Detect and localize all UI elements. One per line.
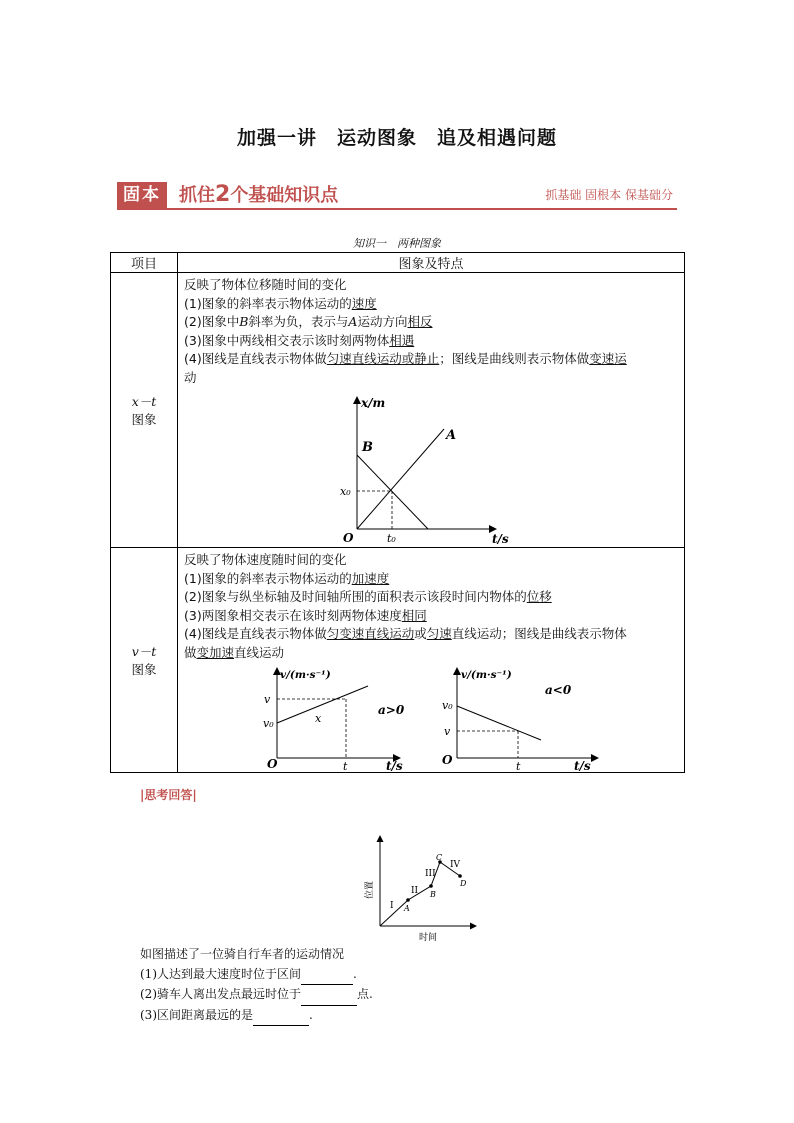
vt-name-suffix: 图象	[131, 662, 157, 677]
vt2-line	[457, 706, 541, 740]
cyc-point-a	[406, 898, 410, 902]
vt1-label-cond: a>0	[378, 703, 405, 717]
xt-origin: O	[343, 531, 354, 545]
vt1-label-v0: v₀	[263, 717, 274, 730]
vt1-origin: O	[267, 757, 278, 771]
vt-content	[178, 548, 685, 773]
banner-heading-num: 2	[215, 182, 231, 207]
vt1-label-t: t	[343, 760, 348, 772]
cyc-label-d: D	[460, 879, 467, 888]
banner-heading-post: 个基础知识点	[230, 185, 339, 206]
cyc-seg-ii: II	[411, 886, 419, 896]
cyc-point-b	[429, 884, 433, 888]
vt-line2: (2)图象与纵坐标轴及时间轴所围的面积表示该段时间内物体的位移	[184, 589, 552, 604]
cyc-label-a: A	[404, 904, 410, 913]
vt-line1: (1)图象的斜率表示物体运动的加速度	[184, 570, 390, 586]
xt-line3: (3)图象中两线相交表示该时刻两物体相遇	[184, 332, 415, 348]
xt-label-x0: x₀	[340, 485, 351, 498]
vt1-x-label: t/s	[386, 759, 403, 772]
header-item: 项目	[111, 253, 178, 273]
vt-graphs	[178, 662, 683, 772]
title-part1: 加强一讲	[236, 127, 317, 149]
xt-label-a: A	[446, 428, 457, 443]
vt-name: v－t	[131, 644, 157, 659]
vt2-label-v: v	[444, 725, 451, 738]
xt-graph	[178, 387, 638, 547]
xt-line1: (1)图象的斜率表示物体运动的速度	[184, 295, 377, 311]
answer-blank-3[interactable]	[253, 1006, 309, 1027]
cyc-y-label: 位置	[365, 880, 375, 900]
answer-blank-1[interactable]	[301, 965, 353, 986]
xt-name: x－t	[131, 394, 157, 409]
xt-line2: (2)图象中B斜率为负，表示与A运动方向相反	[184, 314, 433, 329]
row-label-xt	[111, 273, 178, 548]
vt1-label-v: v	[264, 693, 271, 706]
banner-heading-pre: 抓住	[179, 185, 215, 206]
think-answer-label: |思考回答|	[140, 788, 197, 802]
banner-subtitle: 抓基础 固根本 保基础分	[545, 188, 673, 202]
xt-line0: 反映了物体位移随时间的变化	[184, 277, 347, 292]
questions	[140, 945, 373, 1026]
answer-blank-2[interactable]	[301, 985, 357, 1006]
vt2-label-cond: a<0	[545, 683, 572, 697]
table-row-vt	[111, 548, 685, 773]
table-row-xt	[111, 273, 685, 548]
cyc-point-d	[458, 874, 462, 878]
vt-line4: (4)图线是直线表示物体做匀变速直线运动或匀速直线运动；图线是曲线表示物体	[184, 626, 627, 641]
cyc-x-label: 时间	[418, 933, 438, 943]
question-3: (3)区间距离最远的是 .	[140, 1006, 373, 1027]
question-intro: 如图描述了一位骑自行车者的运动情况	[140, 947, 345, 961]
header-features: 图象及特点	[178, 253, 685, 273]
vt-line5: 做变加速直线运动	[184, 644, 285, 660]
title-part2: 运动图象	[336, 127, 417, 149]
vt2-label-v0: v₀	[442, 699, 453, 712]
xt-label-t0: t₀	[387, 532, 396, 545]
table-caption: 知识一 两种图象	[353, 237, 441, 250]
cyc-seg-iii: III	[425, 869, 436, 879]
section-banner	[117, 182, 677, 210]
xt-line4: (4)图线是直线表示物体做匀速直线运动或静止；图线是曲线则表示物体做变速运	[184, 351, 627, 366]
cyc-label-b: B	[430, 890, 436, 899]
table-header-row	[111, 253, 685, 273]
vt-line3: (3)两图象相交表示在该时刻两物体速度相同	[184, 607, 427, 623]
banner-heading	[179, 183, 338, 208]
cyclist-graph	[358, 832, 498, 944]
xt-line-b	[357, 455, 428, 529]
cyc-seg-i: I	[390, 901, 394, 911]
vt2-x-label: t/s	[574, 759, 591, 772]
cyc-seg-iv: IV	[450, 860, 461, 870]
vt1-label-series: x	[315, 712, 322, 725]
xt-line4-cont: 动	[184, 369, 197, 385]
title-part3: 追及相遇问题	[437, 127, 558, 149]
xt-name-suffix: 图象	[131, 412, 157, 427]
xt-content	[178, 273, 685, 548]
vt1-y-label: v/(m·s⁻¹)	[280, 669, 331, 681]
row-label-vt	[111, 548, 178, 773]
banner-tag: 固本	[117, 182, 167, 208]
knowledge-table	[110, 252, 685, 773]
vt2-label-t: t	[516, 760, 521, 772]
xt-x-label: t/s	[492, 532, 509, 546]
question-2: (2)骑车人离出发点最远时位于 点.	[140, 985, 373, 1006]
vt2-origin: O	[442, 753, 453, 767]
xt-label-b: B	[362, 440, 373, 455]
cyc-label-c: C	[436, 853, 443, 862]
question-1: (1)人达到最大速度时位于区间 .	[140, 965, 373, 986]
vt-line0: 反映了物体速度随时间的变化	[184, 552, 347, 567]
vt2-y-label: v/(m·s⁻¹)	[461, 669, 512, 681]
vt1-line	[277, 686, 368, 723]
cyc-path	[380, 862, 460, 926]
page-title	[0, 123, 794, 150]
xt-y-label: x/m	[361, 396, 386, 410]
